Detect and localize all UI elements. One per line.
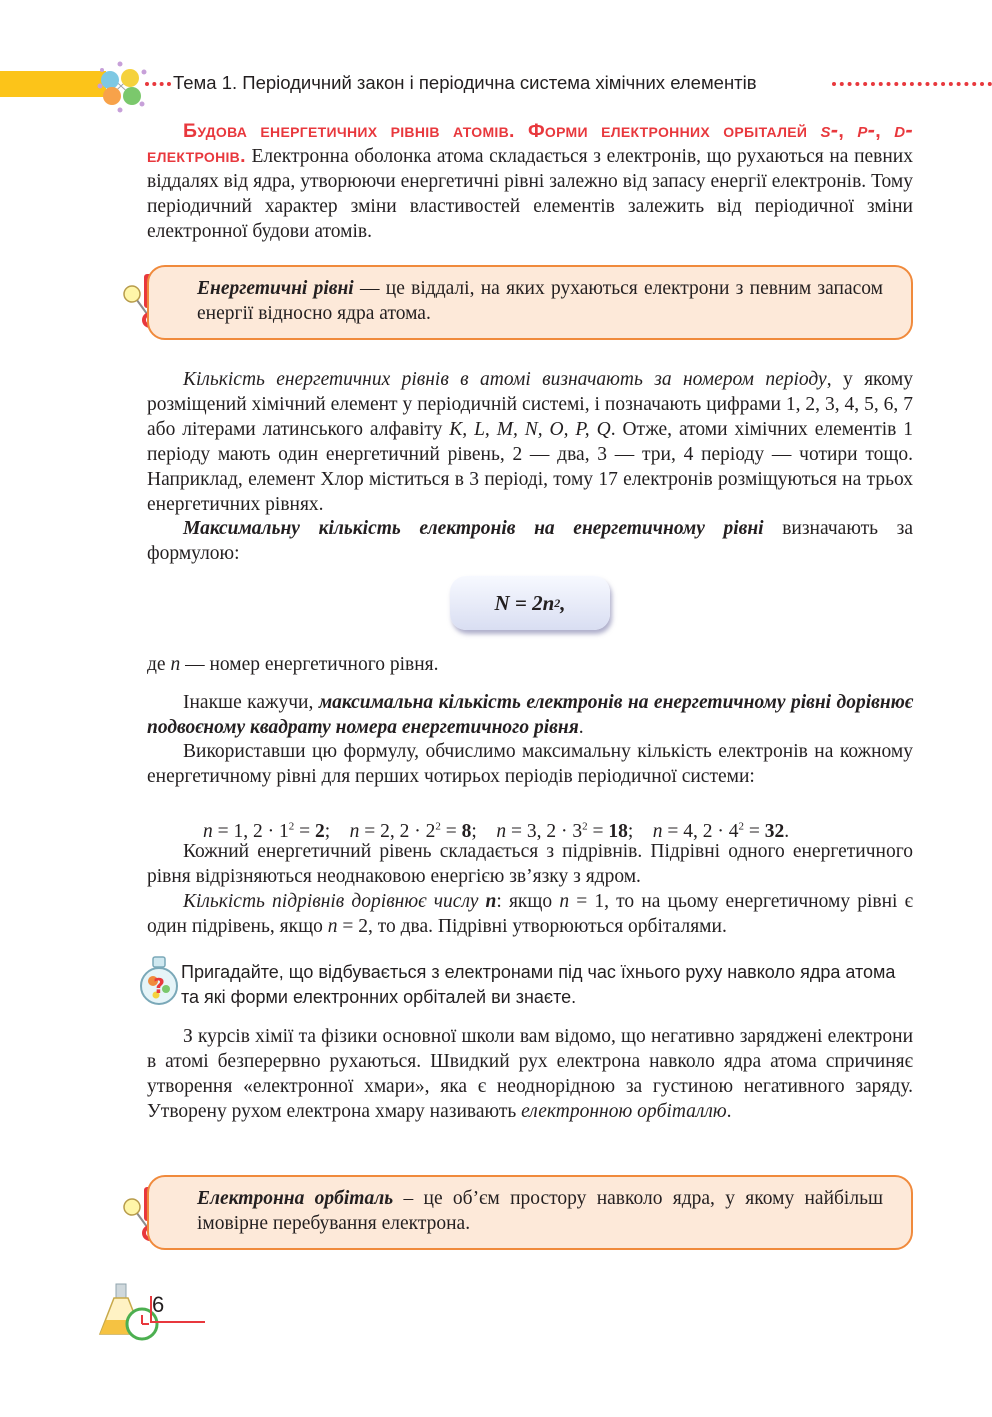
formula-box: N = 2n 2 ,	[450, 576, 610, 630]
paragraph-sublevel-count: Кількість підрівнів дорівнює числу n: якщо n = 1, то на цьому енергетичному рівні є один підрівень, якщо n = 2, то два. Підрівні утворюються орбіталями.	[147, 891, 913, 937]
calc-item: n = 3, $2 \cdot 3^2 = 18$;	[496, 820, 634, 842]
paragraph-otherwise: Інакше кажучи, максимальна кількість електронів на енергетичному рівні дорівнює подвоєному квадрату номера енергетичного рівня.	[147, 692, 913, 738]
paragraph-using-formula: Використавши цю формулу, обчислимо максимальну кількість електронів на кожному енергетичному рівні для перших чотирьох періодів періодичної системи:	[147, 741, 913, 787]
header-dots-right	[832, 82, 992, 86]
paragraph-max-electrons: Максимальну кількість електронів на енергетичному рівні визначають за формулою:	[147, 518, 914, 564]
paragraph-where-n: де n — номер енергетичного рівня.	[147, 654, 439, 675]
orbital-s-label: s-	[820, 117, 839, 142]
orbital-d-label: d-	[894, 117, 913, 142]
definition-term: Енергетичні рівні	[197, 278, 354, 299]
paragraph-sublevels: Кожний енергетичний рівень складається з підрівнів. Підрівні одного енергетичного рівня відрізняються неоднаковою енергією зв’язку з ядром.	[147, 841, 913, 887]
definition-box-electron-orbital: Електронна орбіталь – це об’єм простору навколо ядра, у якому найбільш імовірне перебування електрона.	[147, 1175, 913, 1250]
definition-box-energy-levels: Енергетичні рівні — це віддалі, на яких рухаються електрони з певним запасом енергії відносно ядра атома.	[147, 265, 913, 340]
paragraph-electron-cloud: З курсів хімії та фізики основної школи вам відомо, що негативно заряджені електрони в атомі безперервно рухаються. Швидкий рух електрона навколо ядра атома спричиняє утворення «електронної хмари», яка є неоднорідною за густиною негативного заряду. Утворену рухом електрона хмару називають електронною орбіталлю.	[147, 1026, 913, 1122]
header-accent-bar	[0, 71, 106, 97]
reminder-question: Пригадайте, що відбувається з електронами під час їхнього руху навколо ядра атома та які форми електронних орбіталей ви знаєте.	[181, 962, 896, 1007]
definition-term: Електронна орбіталь	[197, 1188, 394, 1209]
calc-item: n = 4, $2 \cdot 4^2 = 32$.	[652, 820, 790, 842]
page-number-line	[150, 1321, 205, 1323]
header-title: Тема 1. Періодичний закон і періодична система хімічних елементів	[173, 72, 757, 93]
page-number: 6	[152, 1292, 165, 1317]
header-dots-left	[145, 82, 171, 86]
orbital-p-label: p-	[857, 117, 876, 142]
calc-item: n = 1, $2 \cdot 1^2 = 2$;	[203, 820, 331, 842]
molecule-logo-icon	[92, 58, 150, 114]
question-flask-icon	[138, 955, 180, 1007]
section-heading: Будова енергетичних рівнів атомів. Форми електронних орбіталей s-, p-, d-електронів.	[147, 117, 913, 167]
svg-text:?: ?	[153, 974, 165, 998]
paragraph-energy-levels: Кількість енергетичних рівнів в атомі визначають за номером періоду, у якому розміщений хімічний елемент у періодичній системі, і позначають цифрами 1, 2, 3, 4, 5, 6, 7 або літерами латинського алфавіту K, L, M, N, O, P, Q. Отже, атоми хімічних елементів 1 періоду мають один енергетичний рівень, 2 — два, 3 — три, 4 періоду — чотири тощо. Наприклад, елемент Хлор міститься в 3 періоді, тому 17 електронів розміщуються на трьох енергетичних рівнях.	[147, 369, 913, 515]
section-intro-paragraph: Будова енергетичних рівнів атомів. Форми електронних орбіталей s-, p-, d-електронів. Електронна оболонка атома складається з електронів, що рухаються на певних віддалях від ядра, утворюючи енергетичні рівні залежно від запасу енергії електронів. Тому періодичний характер зміни властивостей елементів залежить від періодичної зміни електронної будови атомів.	[147, 117, 913, 242]
calc-item: n = 2, $2 \cdot 2^2 = 8$;	[349, 820, 477, 842]
